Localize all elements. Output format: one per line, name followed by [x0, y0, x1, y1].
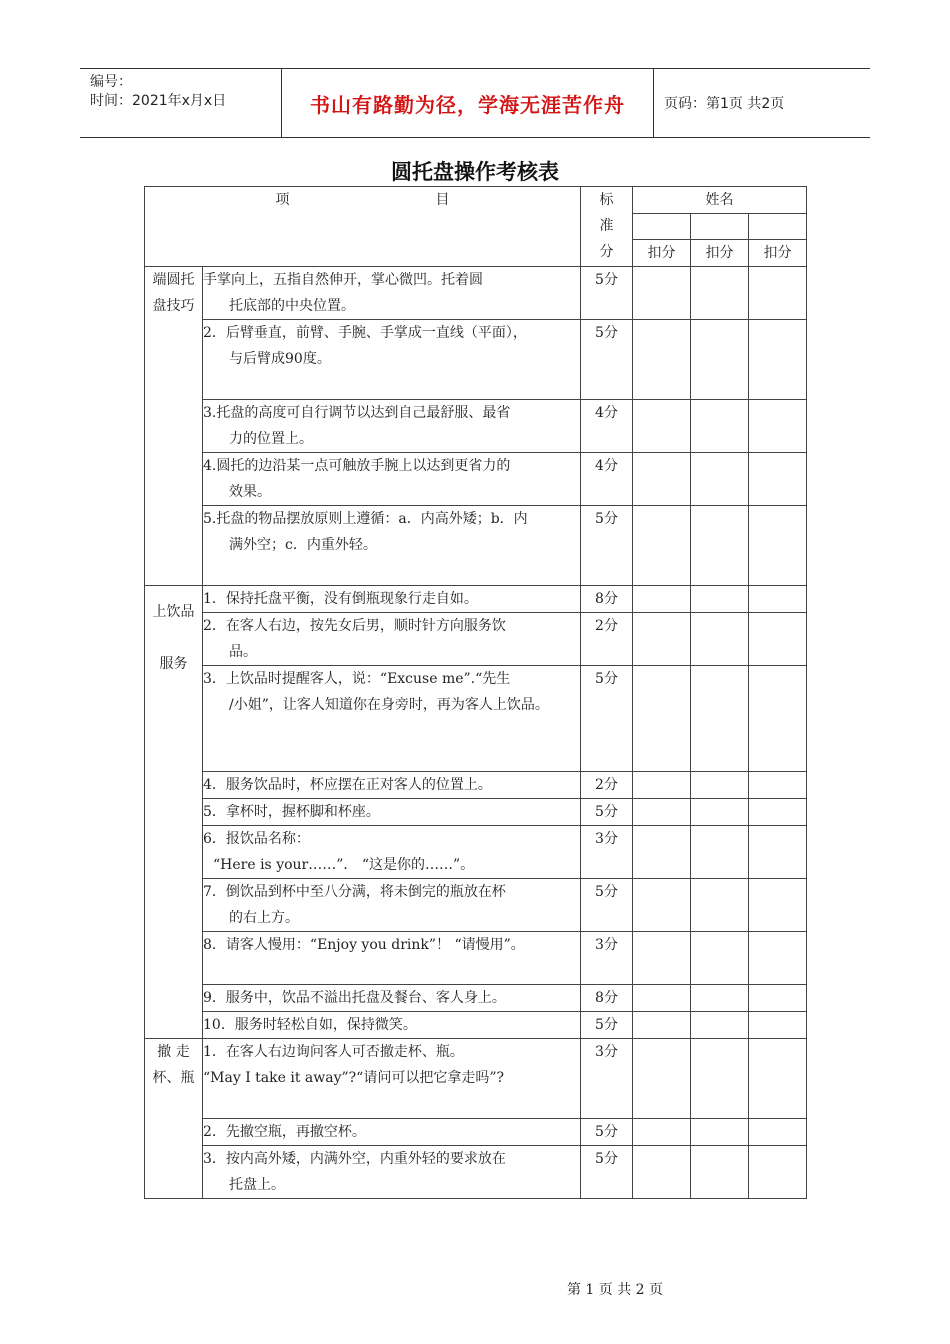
score-cell: 2分 — [581, 772, 633, 799]
deduct-cell[interactable] — [691, 879, 749, 932]
deduct-cell[interactable] — [749, 1012, 807, 1039]
deduct-cell[interactable] — [749, 879, 807, 932]
section-label-line: 杯、瓶 — [152, 1070, 195, 1086]
header-meta — [80, 69, 282, 137]
deduct-cell[interactable] — [691, 826, 749, 879]
section-label — [145, 1039, 203, 1199]
header-page-label: 页码：第1页 共2页 — [664, 96, 785, 112]
table-row — [145, 506, 807, 586]
item-line: 托盘上。 — [229, 1177, 285, 1193]
deduct-cell[interactable] — [691, 985, 749, 1012]
deduct-cell[interactable] — [691, 400, 749, 453]
deduct-cell[interactable] — [691, 320, 749, 400]
deduct-cell[interactable] — [749, 1119, 807, 1146]
item-line: 2．在客人右边，按先女后男，顺时针方向服务饮 — [203, 618, 506, 634]
item-text — [203, 826, 581, 879]
deduct-cell[interactable] — [633, 772, 691, 799]
score-cell: 4分 — [581, 400, 633, 453]
score-cell: 8分 — [581, 586, 633, 613]
score-cell: 5分 — [581, 879, 633, 932]
item-line: 1．在客人右边询问客人可否撤走杯、瓶。 — [203, 1044, 464, 1060]
deduct-cell[interactable] — [749, 985, 807, 1012]
item-line: 9．服务中，饮品不溢出托盘及餐台、客人身上。 — [203, 990, 506, 1006]
table-row — [145, 799, 807, 826]
name-cell[interactable] — [749, 214, 807, 240]
item-text — [203, 453, 581, 506]
item-text — [203, 320, 581, 400]
item-line: 7．倒饮品到杯中至八分满，将未倒完的瓶放在杯 — [203, 884, 506, 900]
item-line: 10．服务时轻松自如，保持微笑。 — [203, 1017, 417, 1033]
page-title: 圆托盘操作考核表 — [391, 160, 559, 184]
table-row — [145, 772, 807, 799]
deduct-cell[interactable] — [633, 320, 691, 400]
deduct-cell[interactable] — [691, 267, 749, 320]
deduct-cell[interactable] — [633, 826, 691, 879]
deduct-cell[interactable] — [633, 506, 691, 586]
item-text — [203, 1039, 581, 1119]
table-row — [145, 1119, 807, 1146]
document-time-label: 时间：2021年x月x日 — [90, 93, 227, 109]
table-row — [145, 267, 807, 320]
score-cell: 2分 — [581, 613, 633, 666]
item-line: 3．按内高外矮，内满外空，内重外轻的要求放在 — [203, 1151, 506, 1167]
deduct-cell[interactable] — [691, 1146, 749, 1199]
item-header-char-1: 项 — [275, 192, 290, 208]
score-cell: 5分 — [581, 666, 633, 772]
score-cell: 5分 — [581, 1012, 633, 1039]
assessment-table — [144, 186, 807, 1199]
name-header: 姓名 — [633, 187, 807, 214]
deduct-header: 扣分 — [633, 240, 691, 267]
item-text — [203, 400, 581, 453]
deduct-cell[interactable] — [749, 267, 807, 320]
item-line: 1．保持托盘平衡，没有倒瓶现象行走自如。 — [203, 591, 478, 607]
item-column-header — [145, 187, 581, 267]
deduct-cell[interactable] — [691, 453, 749, 506]
deduct-cell[interactable] — [691, 613, 749, 666]
item-line: 3.托盘的高度可自行调节以达到自己最舒服、最省 — [203, 405, 511, 421]
item-line: 4.圆托的边沿某一点可触放手腕上以达到更省力的 — [203, 458, 511, 474]
section-label-line: 上饮品 — [152, 604, 195, 620]
section-label — [145, 267, 203, 586]
item-line: 6．报饮品名称： — [203, 831, 310, 847]
item-line: 的右上方。 — [229, 910, 299, 926]
name-cell[interactable] — [691, 214, 749, 240]
deduct-cell[interactable] — [749, 826, 807, 879]
item-line: 品。 — [229, 644, 257, 660]
score-cell: 5分 — [581, 799, 633, 826]
page-footer: 第 1 页 共 2 页 — [566, 1282, 664, 1298]
name-cell[interactable] — [633, 214, 691, 240]
item-text — [203, 799, 581, 826]
table-header-row — [145, 187, 807, 214]
deduct-cell[interactable] — [691, 586, 749, 613]
deduct-cell[interactable] — [691, 1012, 749, 1039]
table-row — [145, 1012, 807, 1039]
score-cell: 5分 — [581, 1146, 633, 1199]
score-cell: 3分 — [581, 826, 633, 879]
item-line: 4．服务饮品时，杯应摆在正对客人的位置上。 — [203, 777, 492, 793]
deduct-header: 扣分 — [691, 240, 749, 267]
deduct-cell[interactable] — [691, 1039, 749, 1119]
deduct-cell[interactable] — [633, 799, 691, 826]
item-header-char-2: 目 — [435, 192, 450, 208]
table-row — [145, 932, 807, 985]
item-text — [203, 1012, 581, 1039]
deduct-cell[interactable] — [749, 932, 807, 985]
std-header-char: 准 — [599, 218, 614, 234]
deduct-cell[interactable] — [633, 1039, 691, 1119]
score-cell: 5分 — [581, 506, 633, 586]
table-row — [145, 1146, 807, 1199]
table-row — [145, 613, 807, 666]
table-row — [145, 879, 807, 932]
deduct-cell[interactable] — [749, 586, 807, 613]
item-line: 满外空；c．内重外轻。 — [229, 537, 377, 553]
deduct-cell[interactable] — [749, 1039, 807, 1119]
deduct-cell[interactable] — [749, 400, 807, 453]
score-cell: 5分 — [581, 267, 633, 320]
item-line: 8．请客人慢用：“Enjoy you drink”！ “请慢用”。 — [203, 937, 525, 953]
item-line: 2．后臂垂直，前臂、手腕、手掌成一直线（平面）， — [203, 325, 527, 341]
item-line: 3．上饮品时提醒客人，说：“Excuse me”.“先生 — [203, 671, 511, 687]
deduct-cell[interactable] — [633, 267, 691, 320]
item-text — [203, 506, 581, 586]
std-header-char: 标 — [599, 192, 614, 208]
item-line: 效果。 — [229, 484, 271, 500]
deduct-cell[interactable] — [749, 799, 807, 826]
item-text — [203, 613, 581, 666]
item-text — [203, 267, 581, 320]
item-text — [203, 985, 581, 1012]
deduct-cell[interactable] — [691, 932, 749, 985]
score-cell: 5分 — [581, 320, 633, 400]
deduct-cell[interactable] — [691, 666, 749, 772]
table-row — [145, 1039, 807, 1119]
table-row — [145, 320, 807, 400]
deduct-cell[interactable] — [633, 613, 691, 666]
item-line: 5．拿杯时，握杯脚和杯座。 — [203, 804, 380, 820]
item-text — [203, 932, 581, 985]
section-label — [145, 586, 203, 1039]
section-label-line: 服务 — [159, 656, 188, 672]
header-motto: 书山有路勤为径，学海无涯苦作舟 — [282, 69, 654, 137]
deduct-header: 扣分 — [749, 240, 807, 267]
deduct-cell[interactable] — [749, 613, 807, 666]
table-row — [145, 453, 807, 506]
item-line: 力的位置上。 — [229, 431, 313, 447]
deduct-cell[interactable] — [749, 506, 807, 586]
table-row — [145, 400, 807, 453]
item-line: 托底部的中央位置。 — [229, 298, 355, 314]
deduct-cell[interactable] — [749, 1146, 807, 1199]
deduct-cell[interactable] — [749, 666, 807, 772]
deduct-cell[interactable] — [633, 586, 691, 613]
table-row — [145, 985, 807, 1012]
item-line: 手掌向上，五指自然伸开，掌心微凹。托着圆 — [203, 272, 483, 288]
deduct-cell[interactable] — [633, 1012, 691, 1039]
deduct-cell[interactable] — [633, 932, 691, 985]
score-cell: 5分 — [581, 1119, 633, 1146]
item-line: 5.托盘的物品摆放原则上遵循：a．内高外矮；b．内 — [203, 511, 528, 527]
item-text — [203, 879, 581, 932]
deduct-cell[interactable] — [633, 879, 691, 932]
page-header — [80, 68, 870, 138]
deduct-cell[interactable] — [691, 799, 749, 826]
item-text — [203, 586, 581, 613]
section-label-line: 端圆托 — [152, 272, 195, 288]
score-cell: 3分 — [581, 932, 633, 985]
deduct-cell[interactable] — [633, 666, 691, 772]
item-line: /小姐”，让客人知道你在身旁时，再为客人上饮品。 — [229, 697, 549, 713]
deduct-cell[interactable] — [749, 320, 807, 400]
item-line: 2．先撤空瓶，再撤空杯。 — [203, 1124, 366, 1140]
deduct-cell[interactable] — [633, 453, 691, 506]
deduct-cell[interactable] — [691, 772, 749, 799]
item-text — [203, 1146, 581, 1199]
score-cell: 3分 — [581, 1039, 633, 1119]
item-text — [203, 772, 581, 799]
score-cell: 8分 — [581, 985, 633, 1012]
deduct-cell[interactable] — [633, 1119, 691, 1146]
item-line: “Here is your……”． “这是你的……”。 — [213, 857, 475, 873]
section-label-line: 撤 走 — [157, 1044, 190, 1060]
section-label-line: 盘技巧 — [152, 298, 195, 314]
table-row — [145, 586, 807, 613]
item-text — [203, 1119, 581, 1146]
document-number-label: 编号： — [90, 74, 132, 90]
table-row — [145, 826, 807, 879]
item-line: 与后臂成90度。 — [229, 351, 331, 367]
deduct-cell[interactable] — [633, 400, 691, 453]
standard-score-header — [581, 187, 633, 267]
table-row — [145, 666, 807, 772]
deduct-cell[interactable] — [749, 772, 807, 799]
deduct-cell[interactable] — [691, 1119, 749, 1146]
deduct-cell[interactable] — [633, 985, 691, 1012]
std-header-char: 分 — [599, 244, 614, 260]
item-text — [203, 666, 581, 772]
deduct-cell[interactable] — [691, 506, 749, 586]
score-cell: 4分 — [581, 453, 633, 506]
deduct-cell[interactable] — [749, 453, 807, 506]
deduct-cell[interactable] — [633, 1146, 691, 1199]
item-line: “May I take it away”?“请问可以把它拿走吗”? — [203, 1070, 504, 1086]
